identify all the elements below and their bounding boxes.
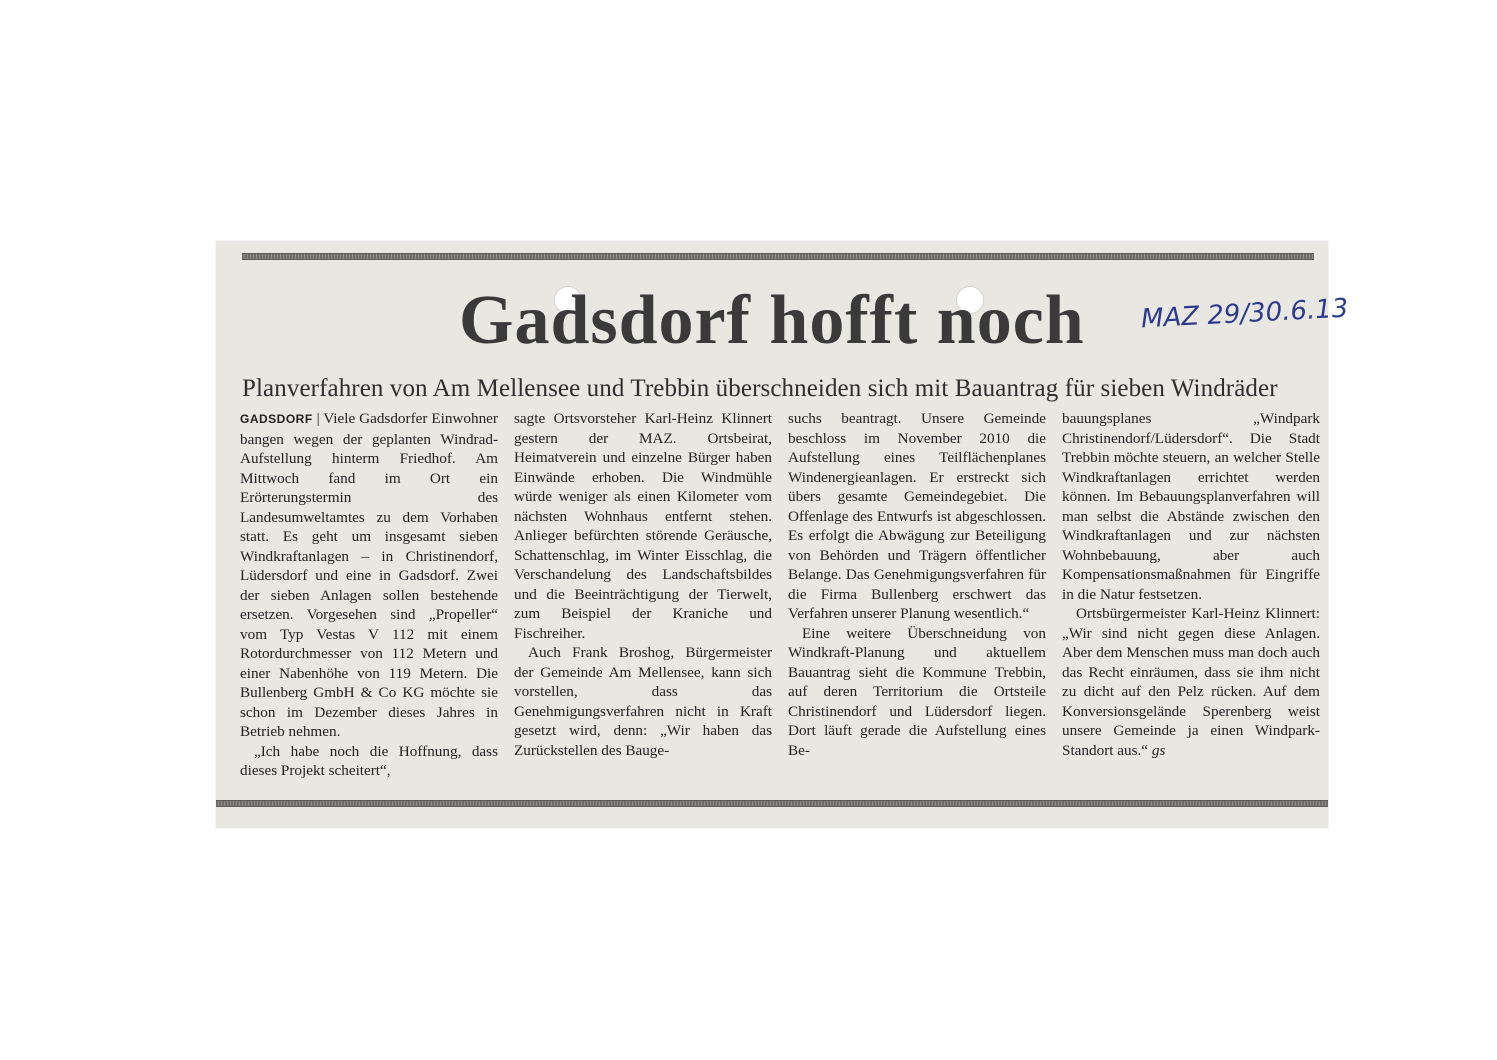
paragraph: bauungsplanes „Windpark Christinendorf/Lüdersdorf“. Die Stadt Trebbin möchte steuern, an welcher Stelle Windkraftanlagen errichtet werden können. Im Bebauungsplanverfahren will man selbst die Abstände zwischen den Windkraftanlagen und zur nächsten Wohnbebauung, aber auch Kompensationsmaßnahmen für Eingriffe in die Natur festsetzen. [1062, 410, 1320, 603]
paragraph-text: Viele Gadsdorfer Einwohner bangen wegen der geplanten Windrad-Aufstellung hinterm Friedhof. Am Mittwoch fand im Ort ein Erörterungstermin des Landesumweltamtes zu dem Vorhaben statt. Es geht um insgesamt sieben Windkraftanlagen – in Christinendorf, Lüdersdorf und eine in Gadsdorf. Zwei der sieben Anlagen sollen bestehende ersetzen. Vorgesehen sind „Propeller“ vom Typ Vestas V 112 mit einem Rotordurchmesser von 112 Metern und einer Nabenhöhe von 119 Metern. Die Bullenberg GmbH & Co KG möchte sie schon im Dezember dieses Jahres in Betrieb nehmen. [240, 410, 498, 740]
article-column-1 [240, 409, 498, 791]
paragraph [1062, 604, 1320, 760]
bottom-rule [216, 800, 1328, 807]
paragraph [240, 409, 498, 742]
paragraph: suchs beantragt. Unsere Gemeinde beschloss im November 2010 die Aufstellung eines Teilflächenplanes Windenergieanlagen. Er erstreckt sich übers gesamte Gemeindegebiet. Die Offenlage des Entwurfs ist abgeschlossen. Es erfolgt die Abwägung zur Beteiligung von Behörden und Trägern öffentlicher Belange. Das Genehmigungsverfahren für die Firma Bullenberg erschwert das Verfahren unserer Planung wesentlich.“ [788, 410, 1046, 622]
paragraph: Eine weitere Überschneidung von Windkraft-Planung und aktuellem Bauantrag sieht die Kommune Trebbin, auf deren Territorium die Ortsteile Christinendorf und Lüdersdorf liegen. Dort läuft gerade die Aufstellung eines Be- [788, 624, 1046, 759]
dateline: GADSDORF [240, 412, 313, 426]
headline: Gadsdorf hofft noch [459, 282, 1085, 359]
paragraph: sagte Ortsvorsteher Karl-Heinz Klinnert gestern der MAZ. Ortsbeirat, Heimatverein und einzelne Bürger haben Einwände erhoben. Die Windmühle würde weniger als einen Kilometer vom nächsten Wohnhaus entfernt stehen. Anlieger befürchten störende Geräusche, Schattenschlag, im Winter Eisschlag, die Verschandelung des Landschaftsbildes und die Beeinträchtigung der Tierwelt, zum Beispiel der Kraniche und Fischreiher. [514, 410, 772, 642]
author-initials: gs [1151, 741, 1166, 759]
newspaper-clipping [216, 241, 1350, 828]
article-column-2 [514, 409, 772, 791]
article-column-4 [1062, 409, 1320, 791]
paragraph-text: Ortsbürgermeister Karl-Heinz Klinnert: „Wir sind nicht gegen diese Anlagen. Aber dem Menschen muss man doch auch das Recht einräumen, dass sie ihm nicht zu dicht auf den Pelz rücken. Auf dem Konversionsgelände Sperenberg weist unsere Gemeinde ja einen Windpark-Standort aus.“ [1062, 605, 1320, 759]
handwritten-source-note: MAZ 29/30.6.13 [1140, 293, 1350, 335]
subtitle: Planverfahren von Am Mellensee und Trebbin überschneiden sich mit Bauantrag für sieben Windräder [242, 375, 1278, 402]
article-body [240, 409, 1320, 791]
top-rule [242, 253, 1314, 260]
paragraph: „Ich habe noch die Hoffnung, dass dieses Projekt scheitert“, [240, 742, 498, 779]
article-column-3 [788, 409, 1046, 791]
dateline-separator: | [312, 410, 324, 427]
paragraph: Auch Frank Broshog, Bürgermeister der Gemeinde Am Mellensee, kann sich vorstellen, dass das Genehmigungsverfahren nicht in Kraft gesetzt wird, denn: „Wir haben das Zurückstellen des Bauge- [514, 644, 772, 759]
